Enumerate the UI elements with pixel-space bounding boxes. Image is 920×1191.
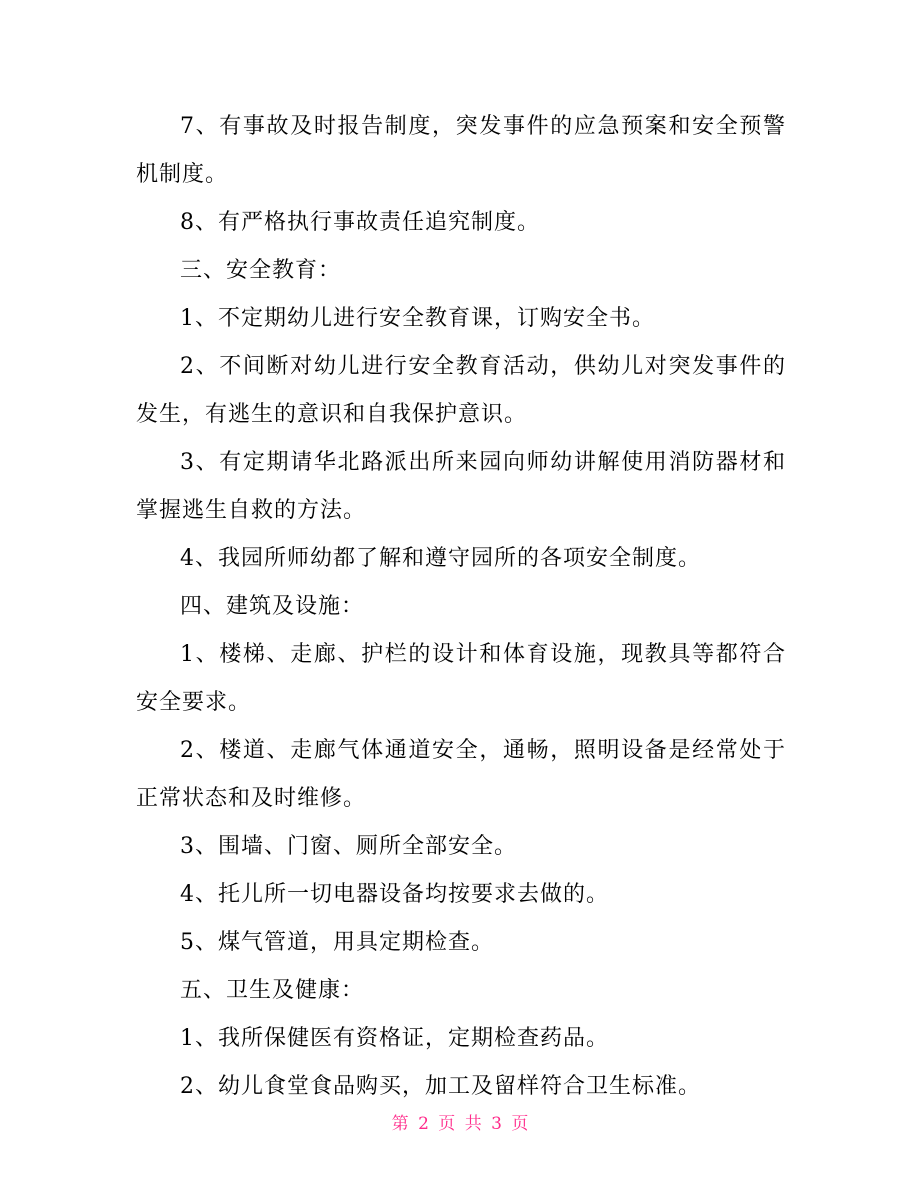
- footer-total-pages: 3: [491, 1114, 502, 1134]
- paragraph: 3、有定期请华北路派出所来园向师幼讲解使用消防器材和掌握逃生自救的方法。: [136, 450, 786, 523]
- paragraph: 8、有严格执行事故责任追究制度。: [180, 210, 540, 235]
- paragraph: 3、围墙、门窗、厕所全部安全。: [180, 834, 517, 859]
- section-heading: 五、卫生及健康：: [180, 978, 365, 1003]
- paragraph: 2、不间断对幼儿进行安全教育活动，供幼儿对突发事件的发生，有逃生的意识和自我保护意识。: [136, 354, 786, 427]
- page-footer: [0, 1112, 920, 1136]
- footer-total-word: 共: [464, 1114, 482, 1134]
- paragraph: 2、楼道、走廊气体通道安全，通畅，照明设备是经常处于正常状态和及时维修。: [136, 738, 786, 811]
- paragraph: 1、我所保健医有资格证，定期检查药品。: [180, 1026, 609, 1051]
- paragraph: 4、我园所师幼都了解和遵守园所的各项安全制度。: [180, 546, 701, 571]
- paragraph: 2、幼儿食堂食品购买，加工及留样符合卫生标准。: [180, 1074, 701, 1099]
- paragraph: 1、不定期幼儿进行安全教育课，订购安全书。: [180, 306, 655, 331]
- footer-suffix: 页: [511, 1114, 529, 1134]
- paragraph: 1、楼梯、走廊、护栏的设计和体育设施，现教具等都符合安全要求。: [136, 642, 786, 715]
- section-heading: 四、建筑及设施：: [180, 594, 365, 619]
- section-heading: 三、安全教育：: [180, 258, 342, 283]
- document-body: [136, 103, 786, 1111]
- footer-current-page: 2: [418, 1114, 429, 1134]
- paragraph: 7、有事故及时报告制度，突发事件的应急预案和安全预警机制度。: [136, 114, 786, 187]
- paragraph: 5、煤气管道，用具定期检查。: [180, 930, 494, 955]
- footer-prefix: 第: [391, 1114, 409, 1134]
- footer-page-word: 页: [438, 1114, 456, 1134]
- paragraph: 4、托儿所一切电器设备均按要求去做的。: [180, 882, 609, 907]
